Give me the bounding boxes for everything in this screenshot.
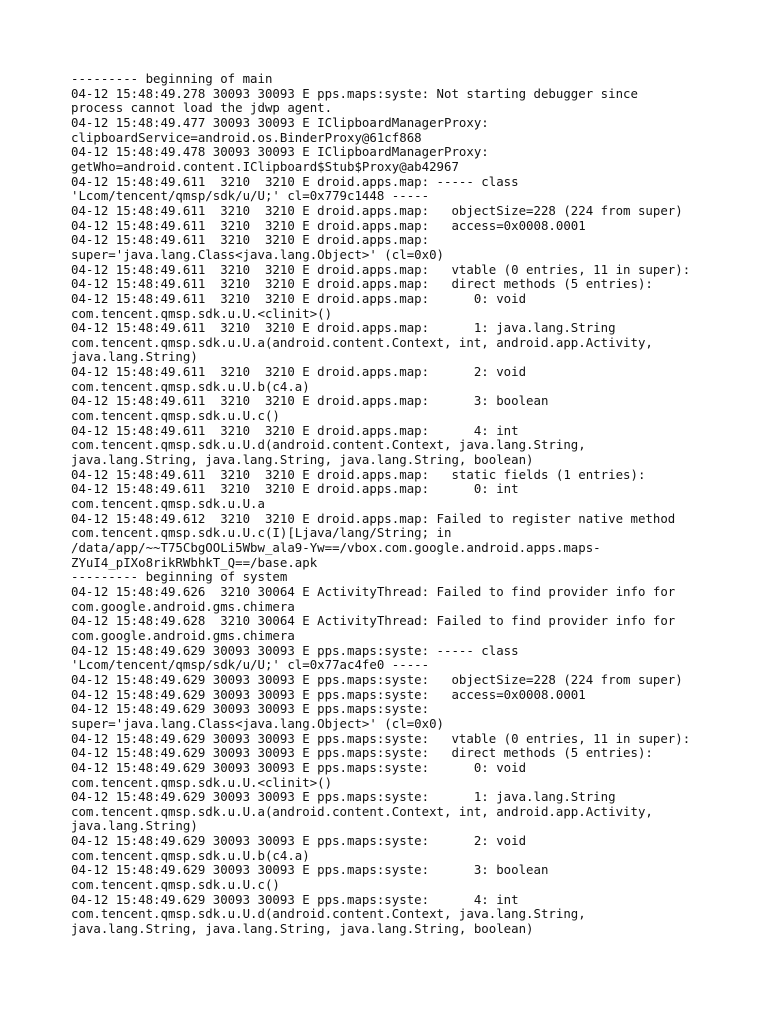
- log-line: 04-12 15:48:49.477 30093 30093 E IClipboardManagerProxy:: [71, 114, 489, 130]
- log-line: process cannot load the jdwp agent.: [71, 100, 333, 116]
- log-line: 04-12 15:48:49.611 3210 3210 E droid.apps.map: 2: void: [71, 364, 527, 380]
- log-line: com.tencent.qmsp.sdk.u.U.d(android.content.Context, java.lang.String,: [71, 906, 586, 922]
- log-line: 04-12 15:48:49.611 3210 3210 E droid.apps.map: 0: void: [71, 290, 527, 306]
- log-line: 04-12 15:48:49.629 30093 30093 E pps.maps:syste: direct methods (5 entries):: [71, 745, 653, 761]
- log-line: com.tencent.qmsp.sdk.u.U.a(android.content.Context, int, android.app.Activity,: [71, 803, 653, 819]
- log-line: 04-12 15:48:49.612 3210 3210 E droid.apps.map: Failed to register native method: [71, 510, 676, 526]
- log-line: com.google.android.gms.chimera: [71, 627, 295, 643]
- log-line: 04-12 15:48:49.629 30093 30093 E pps.maps:syste: objectSize=228 (224 from super): [71, 671, 683, 687]
- log-line: 04-12 15:48:49.611 3210 3210 E droid.apps.map: 1: java.lang.String: [71, 320, 616, 336]
- log-line: 04-12 15:48:49.629 30093 30093 E pps.maps:syste: 1: java.lang.String: [71, 789, 616, 805]
- log-line: java.lang.String): [71, 818, 198, 834]
- log-line: ZYuI4_pIXo8rikRWbhkT_Q==/base.apk: [71, 554, 318, 570]
- log-line: 04-12 15:48:49.278 30093 30093 E pps.maps:syste: Not starting debugger since: [71, 85, 638, 101]
- log-line: super='java.lang.Class<java.lang.Object>' (cl=0x0): [71, 246, 444, 262]
- log-line: com.tencent.qmsp.sdk.u.U.b(c4.a): [71, 378, 310, 394]
- log-line: 04-12 15:48:49.629 30093 30093 E pps.maps:syste: 2: void: [71, 833, 527, 849]
- log-line: 04-12 15:48:49.629 30093 30093 E pps.maps:syste: 0: void: [71, 759, 527, 775]
- log-line: 04-12 15:48:49.611 3210 3210 E droid.apps.map: vtable (0 entries, 11 in super):: [71, 261, 691, 277]
- log-line: getWho=android.content.IClipboard$Stub$Proxy@ab42967: [71, 158, 459, 174]
- log-line: 04-12 15:48:49.611 3210 3210 E droid.apps.map: 0: int: [71, 481, 519, 497]
- log-line: com.tencent.qmsp.sdk.u.U.<clinit>(): [71, 774, 333, 790]
- log-line: 04-12 15:48:49.611 3210 3210 E droid.apps.map: ----- class: [71, 173, 519, 189]
- log-line: --------- beginning of main: [71, 71, 273, 86]
- log-line: 04-12 15:48:49.611 3210 3210 E droid.apps.map: static fields (1 entries):: [71, 466, 646, 482]
- log-line: 04-12 15:48:49.626 3210 30064 E ActivityThread: Failed to find provider info for: [71, 583, 676, 599]
- log-line: 04-12 15:48:49.611 3210 3210 E droid.apps.map: direct methods (5 entries):: [71, 276, 653, 292]
- log-line: 04-12 15:48:49.611 3210 3210 E droid.apps.map: 3: boolean: [71, 393, 549, 409]
- log-text-block: [71, 72, 731, 937]
- log-line: com.tencent.qmsp.sdk.u.U.c(): [71, 408, 280, 424]
- log-line: 04-12 15:48:49.611 3210 3210 E droid.apps.map: 4: int: [71, 422, 519, 438]
- log-line: com.tencent.qmsp.sdk.u.U.a: [71, 496, 265, 512]
- log-line: com.tencent.qmsp.sdk.u.U.c(I)[Ljava/lang/String; in: [71, 525, 452, 541]
- log-line: java.lang.String): [71, 349, 198, 365]
- log-line: 04-12 15:48:49.611 3210 3210 E droid.apps.map: access=0x0008.0001: [71, 217, 586, 233]
- log-line: 04-12 15:48:49.629 30093 30093 E pps.maps:syste: 3: boolean: [71, 862, 549, 878]
- log-line: clipboardService=android.os.BinderProxy@61cf868: [71, 129, 422, 145]
- log-line: --------- beginning of system: [71, 569, 288, 585]
- log-line: com.tencent.qmsp.sdk.u.U.c(): [71, 877, 280, 893]
- log-line: 04-12 15:48:49.629 30093 30093 E pps.maps:syste: access=0x0008.0001: [71, 686, 586, 702]
- log-line: 04-12 15:48:49.611 3210 3210 E droid.apps.map:: [71, 232, 430, 248]
- log-line: com.tencent.qmsp.sdk.u.U.b(c4.a): [71, 847, 310, 863]
- log-line: 04-12 15:48:49.629 30093 30093 E pps.maps:syste: 4: int: [71, 891, 519, 907]
- log-line: 'Lcom/tencent/qmsp/sdk/u/U;' cl=0x779c1448 -----: [71, 188, 430, 204]
- log-line: com.tencent.qmsp.sdk.u.U.a(android.content.Context, int, android.app.Activity,: [71, 334, 653, 350]
- log-line: com.tencent.qmsp.sdk.u.U.d(android.content.Context, java.lang.String,: [71, 437, 586, 453]
- log-line: java.lang.String, java.lang.String, java.lang.String, boolean): [71, 921, 534, 937]
- log-line: 04-12 15:48:49.611 3210 3210 E droid.apps.map: objectSize=228 (224 from super): [71, 202, 683, 218]
- log-line: java.lang.String, java.lang.String, java.lang.String, boolean): [71, 452, 534, 468]
- log-line: /data/app/~~T75CbgOOLi5Wbw_ala9-Yw==/vbox.com.google.android.apps.maps-: [71, 540, 601, 555]
- log-line: 04-12 15:48:49.629 30093 30093 E pps.maps:syste:: [71, 701, 430, 717]
- log-line: 04-12 15:48:49.478 30093 30093 E IClipboardManagerProxy:: [71, 144, 489, 160]
- log-line: 04-12 15:48:49.628 3210 30064 E ActivityThread: Failed to find provider info for: [71, 613, 676, 629]
- log-line: super='java.lang.Class<java.lang.Object>' (cl=0x0): [71, 715, 444, 731]
- log-line: 04-12 15:48:49.629 30093 30093 E pps.maps:syste: ----- class: [71, 642, 519, 658]
- log-line: 04-12 15:48:49.629 30093 30093 E pps.maps:syste: vtable (0 entries, 11 in super):: [71, 730, 691, 746]
- log-line: com.google.android.gms.chimera: [71, 598, 295, 614]
- log-line: 'Lcom/tencent/qmsp/sdk/u/U;' cl=0x77ac4fe0 -----: [71, 657, 430, 673]
- log-line: com.tencent.qmsp.sdk.u.U.<clinit>(): [71, 305, 333, 321]
